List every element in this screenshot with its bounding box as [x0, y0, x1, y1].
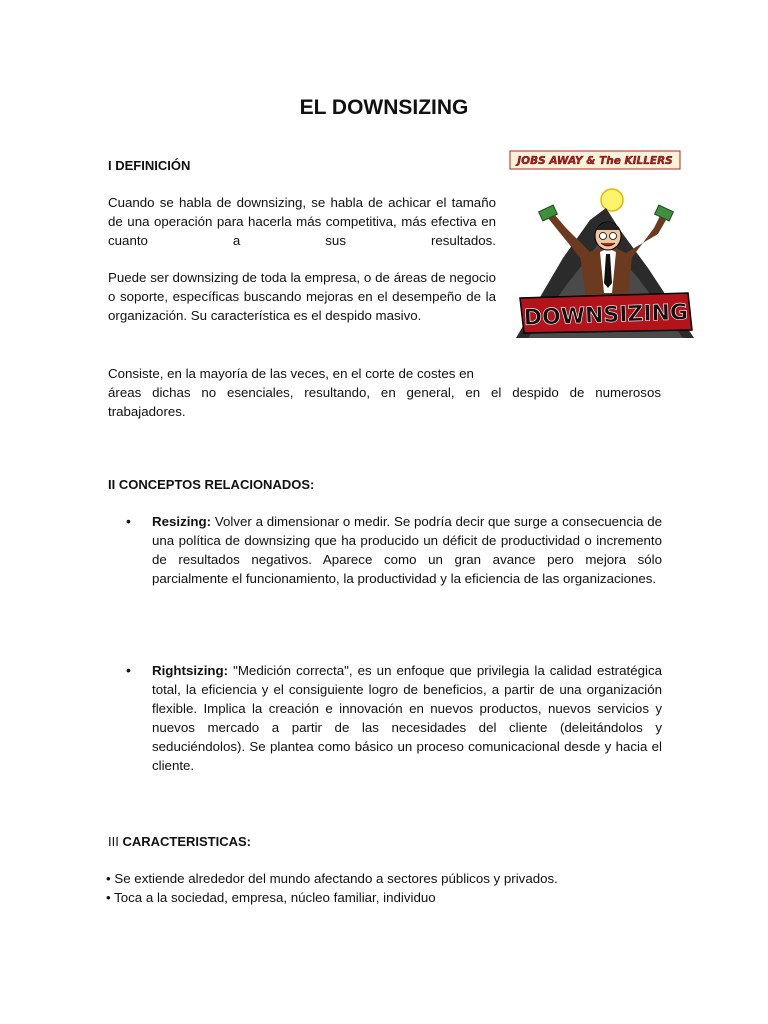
definition-paragraph-1: Cuando se habla de downsizing, se habla de achicar el tamaño de una operación para hacerla más competitiva, más efectiva en cuanto a sus resultados.	[108, 195, 496, 248]
bullet-icon: •	[126, 513, 131, 529]
page-title: EL DOWNSIZING	[299, 96, 469, 119]
rightsizing-text	[152, 661, 662, 775]
rightsizing-description: "Medición correcta", es un enfoque que privilegia la calidad estratégica total, la eficiencia y el consiguiente logro de beneficios, a partir de una organización flexible. Implica la creación e innovación en nuevos productos, nuevos servicios y nuevos mercado a partir de las necesidades del cliente (deleitándolos y seduciéndolos). Se plantea como básico un proceso comunicacional desde y hacia el cliente.	[152, 663, 662, 773]
section-heading-caracteristicas	[108, 832, 251, 851]
resizing-description: Volver a dimensionar o medir. Se podría decir que surge a consecuencia de una política de downsizing que ha producido un déficit de productividad o incremento de resultados negativos. Aparece como un gran avance pero mejora sólo parcialmente el funcionamiento, la productividad y la eficiencia de las organizaciones.	[152, 514, 662, 586]
definition-paragraph-3-rest: áreas dichas no esenciales, resultando, en general, en el despido de numerosos trabajadores.	[108, 385, 661, 419]
term-resizing: Resizing:	[152, 514, 212, 529]
bullet-icon: •	[126, 662, 131, 678]
section-number: III	[108, 834, 123, 849]
list-item: • Se extiende alrededor del mundo afectando a sectores públicos y privados.	[106, 871, 558, 886]
section-title: CARACTERISTICAS:	[122, 834, 252, 849]
definition-paragraph-2: Puede ser downsizing de toda la empresa, o de áreas de negocio o soporte, específicas buscando mejoras en el desempeño de la organización. Su característica es el despido masivo.	[108, 270, 496, 323]
term-rightsizing: Rightsizing:	[152, 663, 229, 678]
downsizing-illustration	[508, 148, 698, 343]
definition-paragraph-3-line1: Consiste, en la mayoría de las veces, en el corte de costes en	[108, 366, 474, 381]
downsizing-sign-text: DOWNSIZING	[523, 300, 689, 331]
sun-icon	[601, 189, 623, 211]
caracteristicas-list	[106, 869, 666, 907]
list-item: • Toca a la sociedad, empresa, núcleo familiar, individuo	[106, 890, 436, 905]
illustration-banner-text: JOBS AWAY & The KILLERS	[517, 155, 673, 167]
section-heading-definicion: I DEFINICIÓN	[108, 158, 191, 173]
section-heading-conceptos: II CONCEPTOS RELACIONADOS:	[108, 477, 315, 492]
money-icon	[655, 205, 674, 221]
resizing-text	[152, 512, 662, 588]
